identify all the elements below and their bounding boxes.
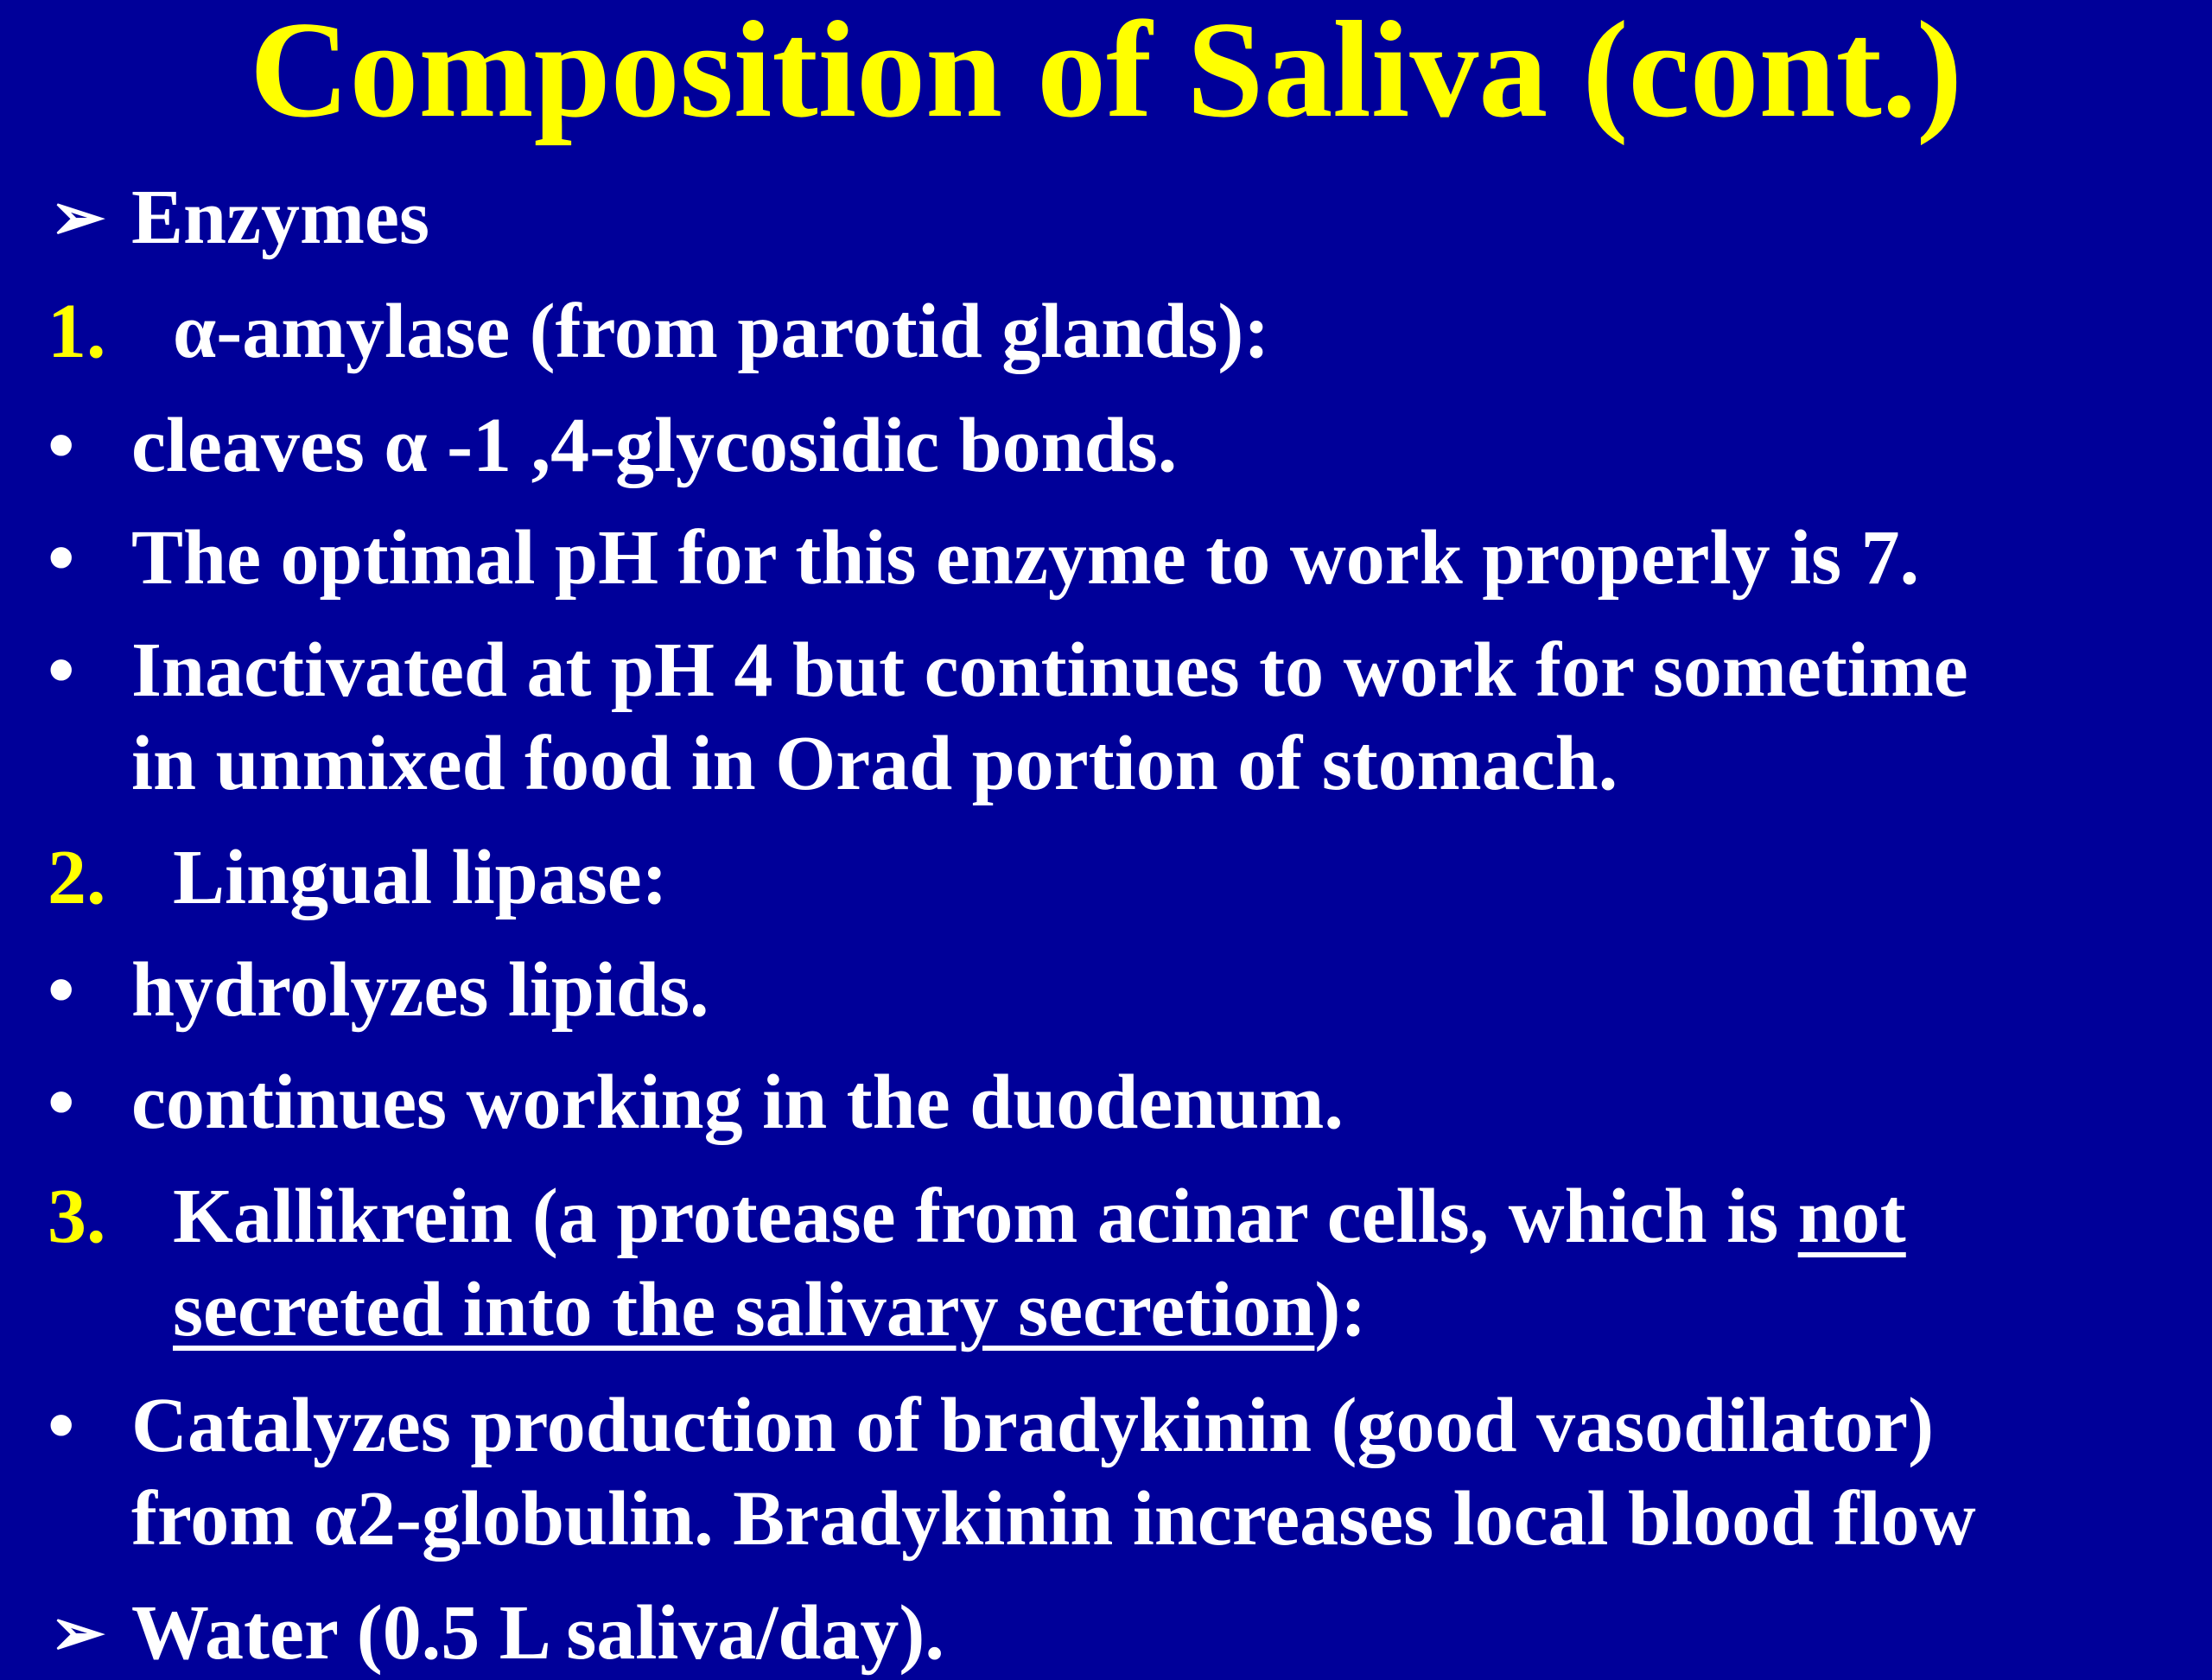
item-number: 2. <box>48 835 106 920</box>
bullet-text-line-1: Inactivated at pH 4 but continues to work for sometime <box>131 627 1968 713</box>
bullet-icon: • <box>48 947 75 1033</box>
numbered-item-text-plain: ): <box>1314 1267 1367 1352</box>
bullet-icon: • <box>48 515 75 601</box>
arrow-bullet-icon: ➢ <box>50 181 105 254</box>
numbered-item-text: Lingual lipase: <box>173 835 668 920</box>
numbered-item-text-line-2 <box>173 1263 1366 1357</box>
arrow-bullet-icon: ➢ <box>50 1597 105 1670</box>
numbered-item-text: α-amylase (from parotid glands): <box>173 289 1270 374</box>
item-number: 3. <box>48 1174 106 1259</box>
bullet-icon: • <box>48 1383 75 1468</box>
bullet-icon: • <box>48 403 75 488</box>
item-number: 1. <box>48 289 106 374</box>
bullet-icon: • <box>48 1060 75 1145</box>
list-item-text: Enzymes <box>131 175 429 260</box>
underlined-text: not <box>1797 1174 1906 1259</box>
bullet-text: hydrolyzes lipids. <box>131 947 709 1033</box>
bullet-text-line-2: in unmixed food in Orad portion of stomach. <box>131 721 1618 806</box>
slide-title: Composition of Saliva (cont.) <box>249 0 1963 146</box>
list-item-text: Water (0.5 L saliva/day). <box>131 1590 944 1676</box>
bullet-icon: • <box>48 627 75 713</box>
underlined-text: secreted into the salivary secretion <box>173 1267 1315 1352</box>
bullet-text: continues working in the duodenum. <box>131 1060 1344 1145</box>
bullet-text-line-1: Catalyzes production of bradykinin (good vasodilator) <box>131 1383 1935 1468</box>
numbered-item-text-line-1 <box>173 1170 1906 1263</box>
bullet-text: The optimal pH for this enzyme to work properly is 7. <box>131 515 1920 601</box>
bullet-text: cleaves α -1 ,4-glycosidic bonds. <box>131 403 1178 488</box>
numbered-item-text-plain: Kallikrein (a protease from acinar cells, which is <box>173 1174 1798 1259</box>
bullet-text-line-2: from α2-globulin. Bradykinin increases local blood flow <box>131 1476 1976 1562</box>
